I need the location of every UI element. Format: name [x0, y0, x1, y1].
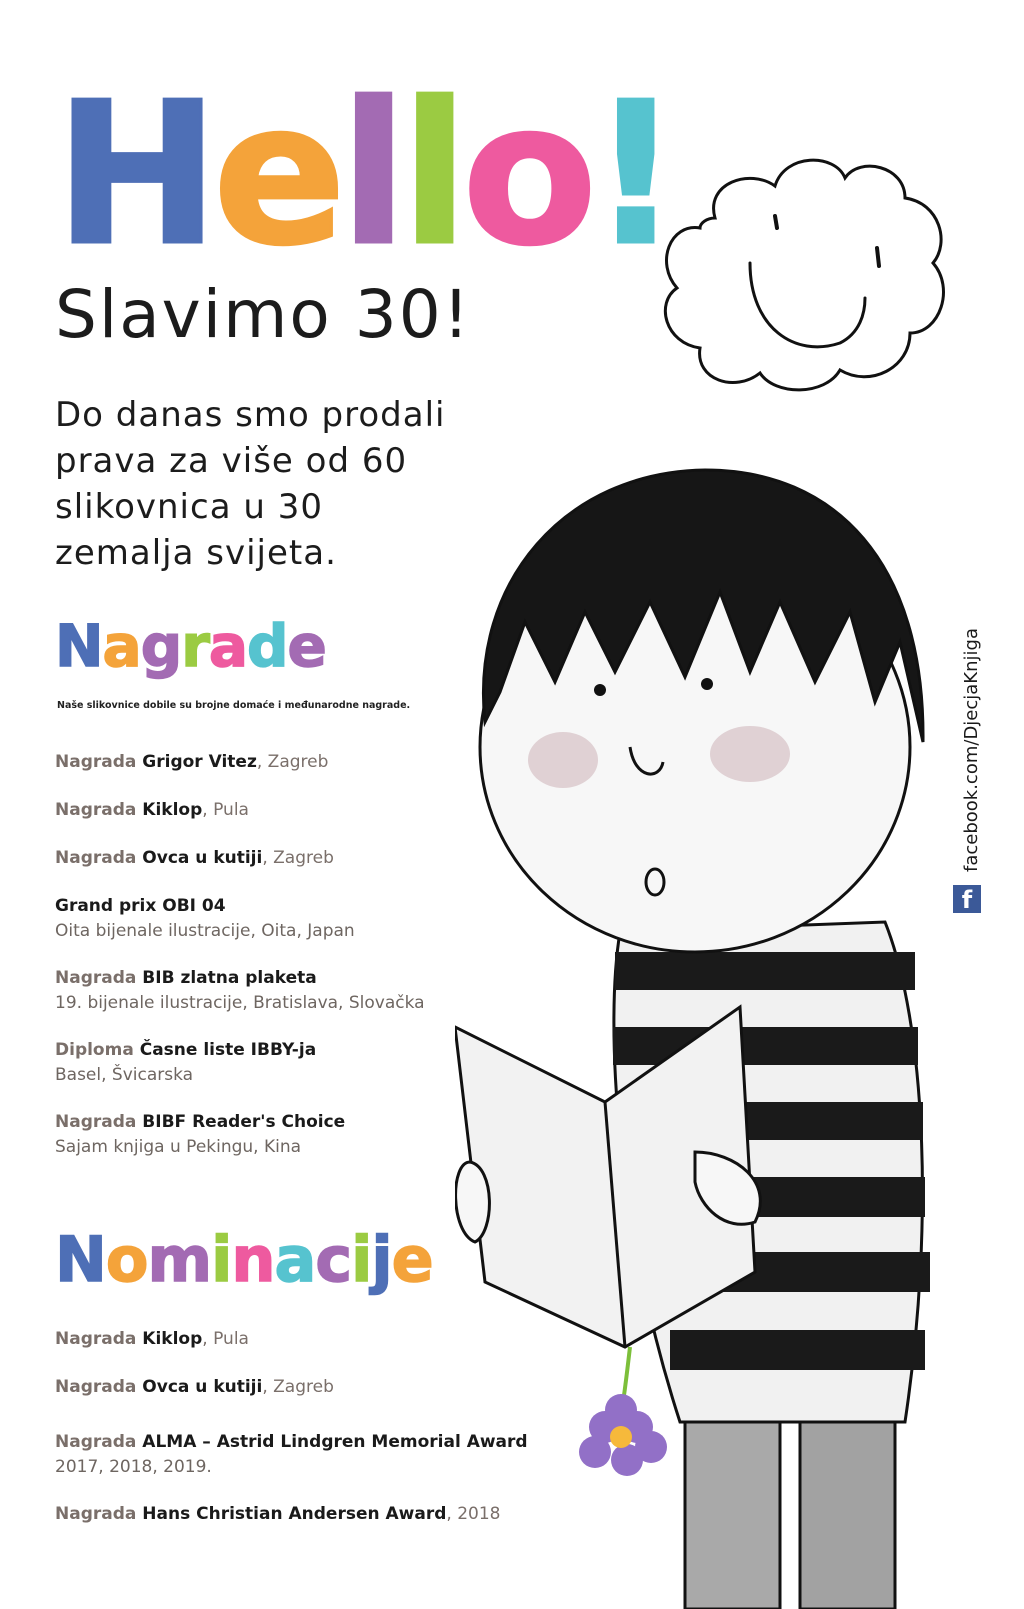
hello-letter: l	[339, 61, 402, 289]
award-place: , 2018	[446, 1504, 501, 1524]
hello-letter: e	[213, 61, 340, 289]
intro-line: prava za više od 60	[55, 441, 408, 481]
heading-letter: N	[55, 612, 103, 680]
award-detail: Basel, Švicarska	[55, 1065, 194, 1085]
heading-letter: d	[246, 612, 288, 680]
award-prefix: Diploma	[55, 1040, 140, 1060]
boy-reading-illustration	[455, 462, 940, 1609]
heading-letter: c	[315, 1223, 352, 1296]
heading-letter: m	[147, 1223, 212, 1296]
heading-letter: i	[211, 1223, 232, 1296]
award-name: Kiklop	[142, 800, 203, 820]
awards-subtitle: Naše slikovnice dobile su brojne domaće i međunarodne nagrade.	[57, 700, 411, 711]
award-prefix: Nagrada	[55, 968, 143, 988]
intro-line: zemalja svijeta.	[55, 533, 337, 573]
heading-letter: j	[371, 1223, 392, 1296]
facebook-url[interactable]: facebook.com/DjecjaKnjiga	[961, 628, 982, 872]
award-prefix: Nagrada	[55, 800, 143, 820]
award-prefix: Nagrada	[55, 1377, 143, 1397]
award-name: Ovca u kutiji	[142, 1377, 263, 1397]
award-prefix: Nagrada	[55, 848, 143, 868]
heading-letter: o	[105, 1223, 148, 1296]
award-name: Grigor Vitez	[142, 752, 257, 772]
award-name: Ovca u kutiji	[142, 848, 263, 868]
hello-letter: !	[591, 61, 675, 289]
award-name: BIBF Reader's Choice	[142, 1112, 346, 1132]
hello-letter: l	[401, 61, 463, 289]
celebration-heading: Slavimo 30!	[55, 276, 472, 353]
hello-letter: H	[55, 61, 214, 289]
heading-letter: i	[351, 1223, 372, 1296]
award-detail: Oita bijenale ilustracije, Oita, Japan	[55, 921, 355, 941]
award-name: Kiklop	[142, 1329, 203, 1349]
heading-letter: N	[55, 1223, 106, 1296]
award-name: Hans Christian Andersen Award	[142, 1504, 447, 1524]
heading-letter: a	[208, 612, 247, 680]
award-place: , Zagreb	[262, 1377, 334, 1397]
award-name: ALMA – Astrid Lindgren Memorial Award	[142, 1432, 528, 1452]
intro-text	[55, 392, 495, 576]
hello-title	[55, 61, 675, 289]
award-name: BIB zlatna plaketa	[142, 968, 317, 988]
award-prefix: Nagrada	[55, 1112, 143, 1132]
heading-letter: e	[287, 612, 326, 680]
intro-line: Do danas smo prodali	[55, 395, 446, 435]
facebook-icon-letter: f	[961, 886, 973, 914]
award-detail: Sajam knjiga u Pekingu, Kina	[55, 1137, 302, 1157]
award-name: Grand prix OBI 04	[55, 896, 226, 916]
heading-letter: g	[140, 612, 182, 680]
heading-letter: n	[231, 1223, 275, 1296]
award-place: , Zagreb	[262, 848, 334, 868]
awards-heading	[55, 614, 326, 678]
award-prefix: Nagrada	[55, 752, 143, 772]
nominations-heading	[55, 1225, 433, 1295]
heading-letter: e	[391, 1223, 433, 1296]
facebook-icon	[953, 885, 981, 914]
hello-letter: o	[462, 61, 592, 289]
award-place: , Pula	[202, 1329, 249, 1349]
flower-icon	[579, 1394, 667, 1476]
award-detail: 19. bijenale ilustracije, Bratislava, Slovačka	[55, 993, 425, 1013]
facebook-link[interactable]	[950, 590, 990, 920]
heading-letter: a	[102, 612, 141, 680]
award-name: Časne liste IBBY-ja	[139, 1040, 317, 1060]
heading-letter: r	[181, 612, 209, 680]
smiling-cloud-illustration	[655, 148, 955, 398]
award-detail: 2017, 2018, 2019.	[55, 1457, 212, 1477]
heading-letter: a	[274, 1223, 316, 1296]
award-place: , Zagreb	[256, 752, 329, 772]
award-prefix: Nagrada	[55, 1329, 143, 1349]
award-place: , Pula	[202, 800, 249, 820]
intro-line: slikovnica u 30	[55, 487, 323, 527]
award-prefix: Nagrada	[55, 1432, 143, 1452]
award-prefix: Nagrada	[55, 1504, 143, 1524]
